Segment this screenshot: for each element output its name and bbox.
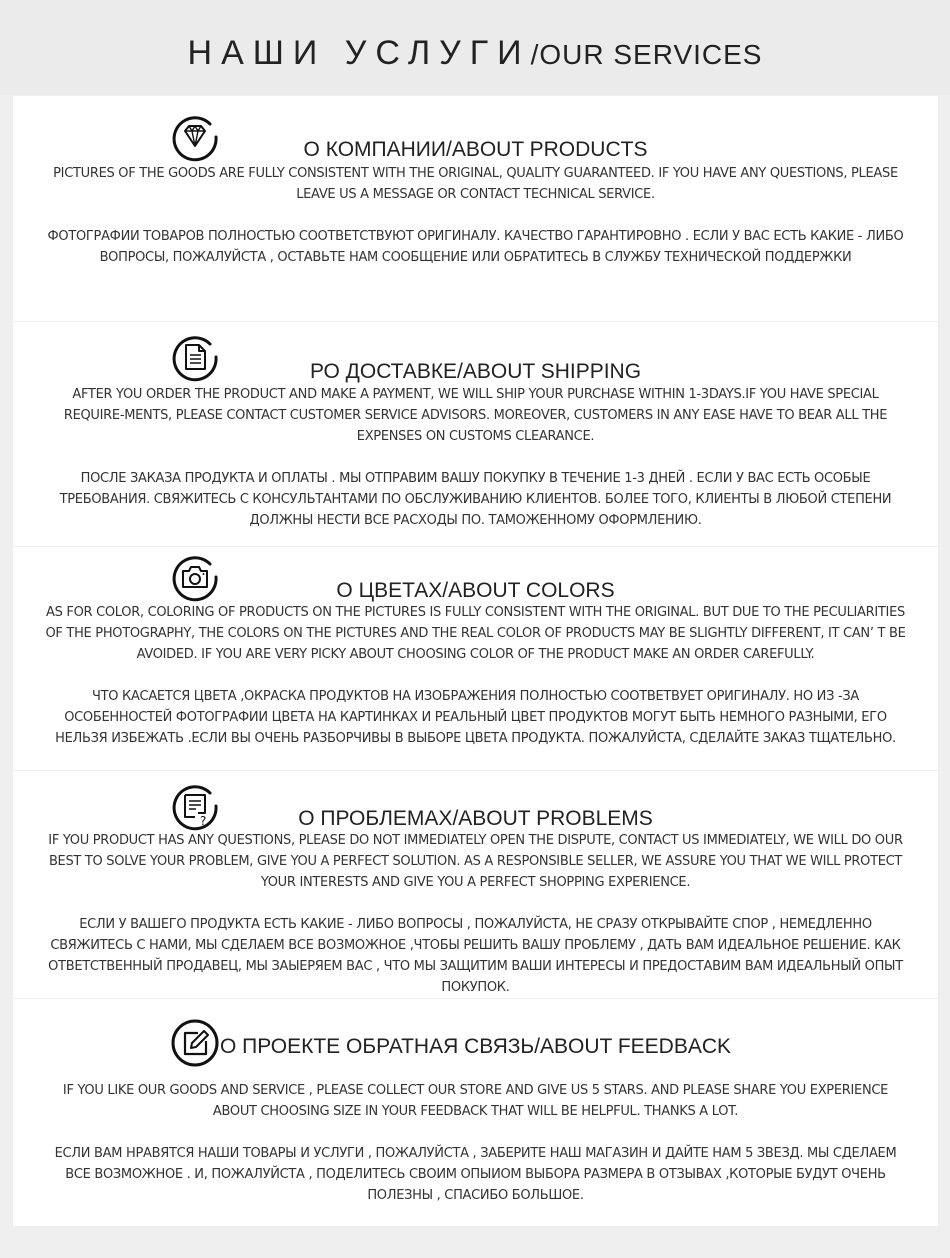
section-about-feedback xyxy=(13,999,938,1226)
section-text-en: IF YOU PRODUCT HAS ANY QUESTIONS, PLEASE DO NOT IMMEDIATELY OPEN THE DISPUTE, CONTACT US IMMEDIATELY, WE WILL DO OUR BEST TO SOLVE YOUR PROBLEM, GIVE YOU A PERFECT SOLUTION. AS A RESPONSIBLE SELLER, WE ASSURE YOU THAT WE WILL PROTECT YOUR INTERESTS AND GIVE YOU A PERFECT SHOPPING EXPERIENCE. xyxy=(48,833,903,890)
page-title-ru: НАШИ УСЛУГИ xyxy=(187,34,531,72)
page-header xyxy=(0,0,950,95)
section-title: РО ДОСТАВКЕ/ABOUT SHIPPING xyxy=(309,360,642,383)
section-about-shipping xyxy=(13,322,938,546)
section-text-ru: ЕСЛИ ВАМ НРАВЯТСЯ НАШИ ТОВАРЫ И УСЛУГИ , ПОЖАЛУЙСТА , ЗАБЕРИТЕ НАШ МАГАЗИН И ДАЙТЕ НАМ 5 ЗВЕЗД. МЫ СДЕЛАЕМ ВСЕ ВОЗМОЖНОЕ . И, ПОЖАЛУЙСТА , ПОДЕЛИТЕСЬ СВОИМ ОПЫИОМ ВЫБОРА РАЗМЕРА В ОТЗЫВАХ ,КОТОРЫЕ БУДУТ ОЧЕНЬ ПОЛЕЗНЫ , СПАСИБО БОЛЬШОЕ. xyxy=(54,1146,897,1203)
section-text-ru: ЕСЛИ У ВАШЕГО ПРОДУКТА ЕСТЬ КАКИЕ - ЛИБО ВОПРОСЫ , ПОЖАЛУЙСТА, НЕ СРАЗУ ОТКРЫВАЙТЕ СПОР , НЕМЕДЛЕННО СВЯЖИТЕСЬ С НАМИ, МЫ СДЕЛАЕМ ВСЕ ВОЗМОЖНОЕ ,ЧТОБЫ РЕШИТЬ ВАШУ ПРОБЛЕМУ , ДАТЬ ВАМ ИДЕАЛЬНОЕ РЕШЕНИЕ. КАК ОТВЕТСТВЕННЫЙ ПРОДАВЕЦ, МЫ ЗАЫЕРЯЕМ ВАС , ЧТО МЫ ЗАЩИТИМ ВАШИ ИНТЕРЕСЫ И ПРЕДОСТАВИМ ВАМ ИДЕАЛЬНЫЙ ОПЫТ ПОКУПОК. xyxy=(48,917,903,995)
svg-text:?: ? xyxy=(200,814,207,828)
section-text-en: IF YOU LIKE OUR GOODS AND SERVICE , PLEASE COLLECT OUR STORE AND GIVE US 5 STARS. AND PLEASE SHARE YOU EXPERIENCE ABOUT CHOOSING SIZE IN YOUR FEEDBACK THAT WILL BE HELPFUL. THANKS A LOT. xyxy=(62,1083,889,1119)
section-about-products xyxy=(13,96,938,321)
page-title-en: /OUR SERVICES xyxy=(530,39,763,70)
section-text-en: PICTURES OF THE GOODS ARE FULLY CONSISTENT WITH THE ORIGINAL, QUALITY GUARANTEED. IF YOU HAVE ANY QUESTIONS, PLEASE LEAVE US A MESSAGE OR CONTACT TECHNICAL SERVICE. xyxy=(53,166,898,202)
section-text-en: AS FOR COLOR, COLORING OF PRODUCTS ON THE PICTURES IS FULLY CONSISTENT WITH THE ORIGINAL. BUT DUE TO THE PECULIARITIES OF THE PHOTOGRAPHY, THE COLORS ON THE PICTURES AND THE REAL COLOR OF PRODUCTS MAY BE SLIGHTLY DIFFERENT, IT CAN’ T BE AVOIDED. IF YOU ARE VERY PICKY ABOUT CHOOSING COLOR OF THE PRODUCT MAKE AN ORDER CAREFULLY. xyxy=(45,605,906,662)
section-text-ru: ЧТО КАСАЕТСЯ ЦВЕТА ,ОКРАСКА ПРОДУКТОВ НА ИЗОБРАЖЕНИЯ ПОЛНОСТЬЮ СООТВЕТВУЕТ ОРИГИНАЛУ. НО ИЗ -ЗА ОСОБЕННОСТЕЙ ФОТОГРАФИИ ЦВЕТА НА КАРТИНКАХ И РЕАЛЬНЫЙ ЦВЕТ ПРОДУКТОВ МОГУТ БЫТЬ НЕМНОГО РАЗНЫМИ, ЕГО НЕЛЬЗЯ ИЗБЕЖАТЬ .ЕСЛИ ВЫ ОЧЕНЬ РАЗБОРЧИВЫ В ВЫБОРЕ ЦВЕТА ПРОДУКТА. ПОЖАЛУЙСТА, СДЕЛАЙТЕ ЗАКАЗ ТЩАТЕЛЬНО. xyxy=(55,689,896,746)
section-title: О ПРОБЛЕМАХ/ABOUT PROBLEMS xyxy=(298,807,653,830)
section-title: О ПРОЕКТЕ ОБРАТНАЯ СВЯЗЬ/ABOUT FEEDBACK xyxy=(219,1035,732,1058)
section-text-ru: ФОТОГРАФИИ ТОВАРОВ ПОЛНОСТЬЮ СООТВЕТСТВУЮТ ОРИГИНАЛУ. КАЧЕСТВО ГАРАНТИРОВНО . ЕСЛИ У ВАС ЕСТЬ КАКИЕ - ЛИБО ВОПРОСЫ, ПОЖАЛУЙСТА , ОСТАВЬТЕ НАМ СООБЩЕНИЕ ИЛИ ОБРАТИТЕСЬ В СЛУЖБУ ТЕХНИЧЕСКОЙ ПОДДЕРЖКИ xyxy=(47,229,904,265)
section-about-problems xyxy=(13,771,938,998)
section-title: О КОМПАНИИ/ABOUT PRODUCTS xyxy=(303,138,648,161)
section-text-ru: ПОСЛЕ ЗАКАЗА ПРОДУКТА И ОПЛАТЫ . МЫ ОТПРАВИМ ВАШУ ПОКУПКУ В ТЕЧЕНИЕ 1-3 ДНЕЙ . ЕСЛИ У ВАС ЕСТЬ ОСОБЫЕ ТРЕБОВАНИЯ. СВЯЖИТЕСЬ С КОНСУЛЬТАНТАМИ ПО ОБСЛУЖИВАНИЮ КЛИЕНТОВ. БОЛЕЕ ТОГО, КЛИЕНТЫ В ЛЮБОЙ СТЕПЕНИ ДОЛЖНЫ НЕСТИ ВСЕ РАСХОДЫ ПО. ТАМОЖЕННОМУ ОФОРМЛЕНИЮ. xyxy=(59,471,892,528)
section-title: О ЦВЕТАХ/ABOUT COLORS xyxy=(336,579,615,602)
section-about-colors xyxy=(13,547,938,770)
page-title xyxy=(0,33,950,75)
section-text-en: AFTER YOU ORDER THE PRODUCT AND MAKE A PAYMENT, WE WILL SHIP YOUR PURCHASE WITHIN 1-3DAYS.IF YOU HAVE SPECIAL REQUIRE-MENTS, PLEASE CONTACT CUSTOMER SERVICE ADVISORS. MOREOVER, CUSTOMERS IN ANY EASE HAVE TO BEAR ALL THE EXPENSES ON CUSTOMS CLEARANCE. xyxy=(63,387,888,444)
